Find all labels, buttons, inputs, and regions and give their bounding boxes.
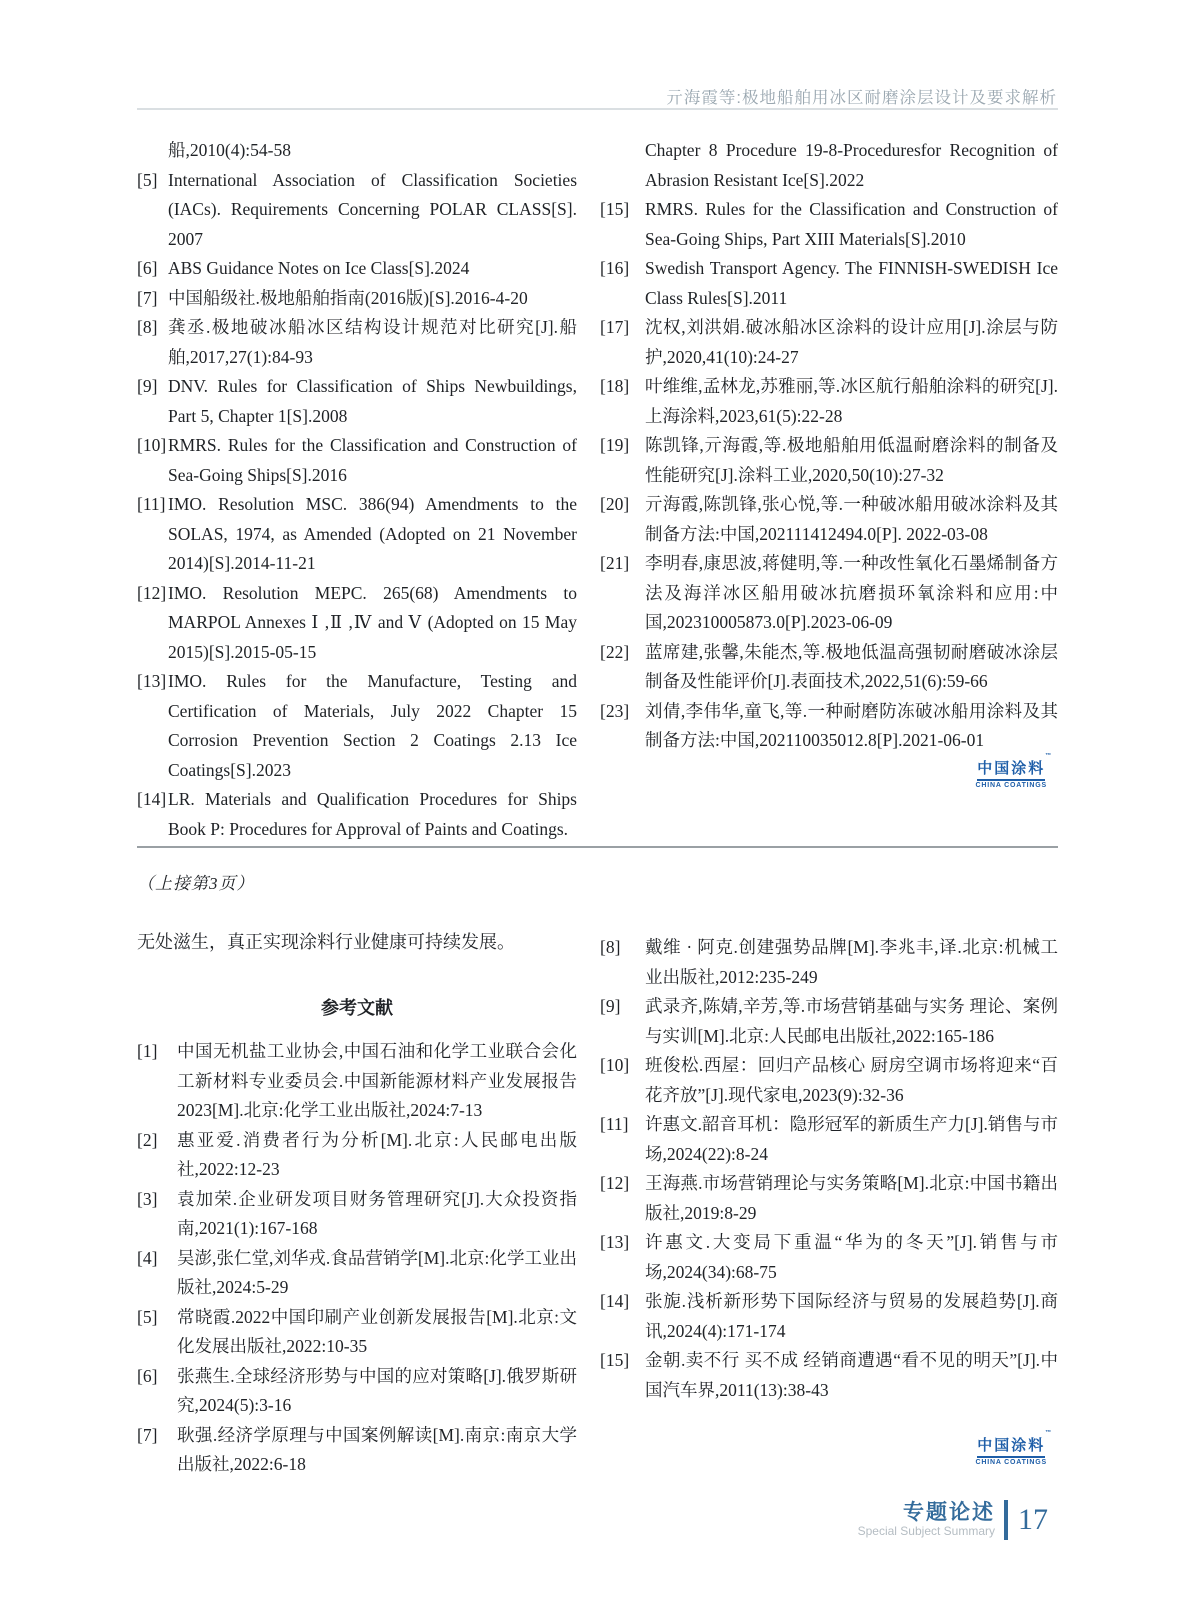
reference-text: LR. Materials and Qualification Procedures for Ships Book P: Procedures for Approval of Paints and Coatings. <box>168 789 577 839</box>
reference-item <box>137 579 577 668</box>
running-head: 亓海霞等:极地船舶用冰区耐磨涂层设计及要求解析 <box>666 89 1057 107</box>
article-column-bottom-left <box>137 928 577 1480</box>
reference-text: 班俊松.西屋：回归产品核心 厨房空调市场将迎来“百花齐放”[J].现代家电,2023(9):32-36 <box>645 1055 1058 1105</box>
reference-number: [13] <box>600 1232 630 1252</box>
reference-text: ABS Guidance Notes on Ice Class[S].2024 <box>168 258 470 278</box>
reference-item <box>600 1346 1058 1405</box>
reference-number: [11] <box>600 1114 629 1134</box>
reference-text: 戴维 · 阿克.创建强势品牌[M].李兆丰,译.北京:机械工业出版社,2012:235-249 <box>645 937 1058 987</box>
reference-number: [6] <box>137 1365 158 1386</box>
reference-text: 常晓霞.2022中国印刷产业创新发展报告[M].北京:文化发展出版社,2022:10-35 <box>177 1306 577 1356</box>
footer-section-labels <box>858 1502 995 1538</box>
references-heading: 参考文献 <box>321 997 393 1018</box>
footer-divider-bar <box>1004 1500 1008 1540</box>
reference-item <box>137 372 577 431</box>
reference-text: 张燕生.全球经济形势与中国的应对策略[J].俄罗斯研究,2024(5):3-16 <box>177 1365 577 1415</box>
reference-item <box>600 195 1058 254</box>
reference-number: [10] <box>137 435 167 455</box>
reference-text: Chapter 8 Procedure 19-8-Proceduresfor Recognition of Abrasion Resistant Ice[S].2022 <box>645 140 1058 190</box>
reference-item <box>137 431 577 490</box>
reference-text: 金朝.卖不行 买不成 经销商遭遇“看不见的明天”[J].中国汽车界,2011(13):38-43 <box>645 1350 1058 1400</box>
reference-number: [5] <box>137 1306 158 1327</box>
reference-item <box>600 1228 1058 1287</box>
reference-number: [12] <box>600 1173 630 1193</box>
trademark-mark: ™ <box>1045 753 1054 759</box>
reference-number: [21] <box>600 553 630 573</box>
reference-item <box>137 166 577 255</box>
reference-item <box>137 1421 577 1480</box>
reference-item <box>137 1362 577 1421</box>
reference-text: DNV. Rules for Classification of Ships Newbuildings, Part 5, Chapter 1[S].2008 <box>168 376 577 426</box>
reference-number: [22] <box>600 641 630 662</box>
reference-text: 陈凯锋,亓海霞,等.极地船舶用低温耐磨涂料的制备及性能研究[J].涂料工业,2020,50(10):27-32 <box>645 435 1058 485</box>
reference-number: [9] <box>600 996 621 1016</box>
reference-number: [17] <box>600 317 630 337</box>
reference-item <box>600 372 1058 431</box>
logo-chinese-text: 中国涂料 ™ <box>977 757 1045 781</box>
reference-item <box>137 254 577 284</box>
reference-number: [7] <box>137 287 158 308</box>
reference-item <box>600 254 1058 313</box>
reference-text: 李明春,康思波,蒋健明,等.一种改性氧化石墨烯制备方法及海洋冰区船用破冰抗磨损环氧涂料和应用:中国,202310005873.0[P].2023-06-09 <box>645 553 1058 632</box>
reference-text: 沈权,刘洪娟.破冰船冰区涂料的设计应用[J].涂层与防护,2020,41(10):24-27 <box>645 317 1058 367</box>
reference-number: [12] <box>137 582 167 603</box>
reference-number: [7] <box>137 1424 158 1445</box>
reference-text: IMO. Resolution MSC. 386(94) Amendments to the SOLAS, 1974, as Amended (Adopted on 21 November 2014)[S].2014-11-21 <box>168 494 577 573</box>
reference-item <box>600 313 1058 372</box>
article-closing-paragraph: 无处滋生，真正实现涂料行业健康可持续发展。 <box>137 932 515 952</box>
reference-item <box>137 667 577 785</box>
reference-text: International Association of Classification Societies (IACs). Requirements Concerning POLAR CLASS[S]. 2007 <box>168 169 577 249</box>
logo-english-text: CHINA COATINGS <box>975 1459 1047 1466</box>
page-number: 17 <box>1018 1503 1048 1536</box>
reference-text: 许惠文.大变局下重温“华为的冬天”[J].销售与市场,2024(34):68-75 <box>645 1232 1058 1282</box>
section-divider <box>137 846 1058 848</box>
reference-item <box>600 697 1058 756</box>
reference-number: [14] <box>600 1291 630 1311</box>
reference-number: [23] <box>600 700 630 721</box>
reference-number: [3] <box>137 1188 158 1209</box>
reference-number: [16] <box>600 258 630 278</box>
reference-item <box>600 638 1058 697</box>
reference-number: [9] <box>137 376 158 396</box>
reference-number: [6] <box>137 258 158 278</box>
reference-number: [8] <box>137 317 158 337</box>
reference-item <box>137 1303 577 1362</box>
reference-text: 王海燕.市场营销理论与实务策略[M].北京:中国书籍出版社,2019:8-29 <box>645 1173 1058 1223</box>
reference-text: 船,2010(4):54-58 <box>168 140 291 160</box>
reference-text: 张旎.浅析新形势下国际经济与贸易的发展趋势[J].商讯,2024(4):171-174 <box>645 1291 1058 1341</box>
reference-text: RMRS. Rules for the Classification and Construction of Sea-Going Ships[S].2016 <box>168 435 577 485</box>
reference-item <box>600 136 1058 195</box>
reference-item <box>600 1110 1058 1169</box>
reference-number: [2] <box>137 1129 158 1150</box>
reference-number: [4] <box>137 1247 158 1268</box>
china-coatings-logo <box>975 1430 1054 1466</box>
reference-number: [15] <box>600 199 630 219</box>
reference-item <box>137 1037 577 1126</box>
reference-item <box>600 431 1058 490</box>
references-list-bottom-left <box>137 1037 577 1480</box>
logo-english-text: CHINA COATINGS <box>975 782 1047 789</box>
reference-text: 叶维维,孟林龙,苏雅丽,等.冰区航行船舶涂料的研究[J].上海涂料,2023,61(5):22-28 <box>645 376 1058 426</box>
reference-number: [19] <box>600 435 630 455</box>
reference-text: 龚丞.极地破冰船冰区结构设计规范对比研究[J].船舶,2017,27(1):84-93 <box>168 317 577 367</box>
reference-number: [20] <box>600 494 630 514</box>
reference-text: RMRS. Rules for the Classification and Construction of Sea-Going Ships, Part XIII Materials[S].2010 <box>645 199 1058 249</box>
reference-number: [14] <box>137 789 167 809</box>
reference-item <box>137 490 577 579</box>
reference-item <box>137 313 577 372</box>
reference-item <box>137 1126 577 1185</box>
reference-item <box>600 490 1058 549</box>
reference-text: 武录齐,陈婧,辛芳,等.市场营销基础与实务 理论、案例与实训[M].北京:人民邮电出版社,2022:165-186 <box>645 996 1058 1046</box>
reference-text: 许惠文.韶音耳机：隐形冠军的新质生产力[J].销售与市场,2024(22):8-24 <box>645 1114 1058 1164</box>
reference-text: Swedish Transport Agency. The FINNISH-SWEDISH Ice Class Rules[S].2011 <box>645 258 1058 308</box>
references-column-bottom-right <box>600 933 1058 1405</box>
reference-text: 袁加荣.企业研发项目财务管理研究[J].大众投资指南,2021(1):167-168 <box>177 1188 577 1238</box>
reference-text: 中国无机盐工业协会,中国石油和化学工业联合会化工新材料专业委员会.中国新能源材料产业发展报告2023[M].北京:化学工业出版社,2024:7-13 <box>177 1041 577 1120</box>
page-footer <box>858 1500 1048 1540</box>
footer-section-title-en: Special Subject Summary <box>857 1524 995 1538</box>
reference-text: IMO. Resolution MEPC. 265(68) Amendments to MARPOL Annexes Ⅰ ,Ⅱ ,Ⅳ and Ⅴ (Adopted on 15 May 2015)[S].2015-05-15 <box>168 582 577 662</box>
reference-text: 中国船级社.极地船舶指南(2016版)[S].2016-4-20 <box>168 287 528 308</box>
logo-chinese-text: 中国涂料 ™ <box>977 1434 1045 1458</box>
continuation-note: （上接第3页） <box>137 874 255 893</box>
reference-number: [11] <box>137 494 166 514</box>
reference-text: 蓝席建,张馨,朱能杰,等.极地低温高强韧耐磨破冰涂层制备及性能评价[J].表面技术,2022,51(6):59-66 <box>645 641 1058 691</box>
references-column-top-right <box>600 136 1058 756</box>
reference-item <box>600 933 1058 992</box>
reference-item <box>600 549 1058 638</box>
reference-text: 耿强.经济学原理与中国案例解读[M].南京:南京大学出版社,2022:6-18 <box>177 1424 577 1474</box>
reference-text: 惠亚爱.消费者行为分析[M].北京:人民邮电出版社,2022:12-23 <box>177 1129 577 1179</box>
reference-item <box>600 1169 1058 1228</box>
reference-number: [13] <box>137 671 167 691</box>
reference-item <box>137 1185 577 1244</box>
trademark-mark: ™ <box>1045 1430 1054 1436</box>
reference-text: 亓海霞,陈凯锋,张心悦,等.一种破冰船用破冰涂料及其制备方法:中国,202111412494.0[P]. 2022-03-08 <box>645 494 1058 544</box>
reference-item <box>137 1244 577 1303</box>
reference-number: [5] <box>137 169 158 190</box>
footer-section-title-cn: 专题论述 <box>903 1501 995 1524</box>
reference-number: [15] <box>600 1350 630 1370</box>
reference-item <box>600 1287 1058 1346</box>
reference-number: [8] <box>600 937 621 957</box>
reference-number: [18] <box>600 376 630 396</box>
header-rule <box>137 108 1058 110</box>
reference-item <box>137 785 577 844</box>
reference-text: IMO. Rules for the Manufacture, Testing and Certification of Materials, July 2022 Chapter 15 Corrosion Prevention Section 2 Coatings 2.13 Ice Coatings[S].2023 <box>168 671 577 780</box>
reference-number: [1] <box>137 1041 158 1061</box>
reference-item <box>137 284 577 314</box>
reference-item <box>137 136 577 166</box>
references-column-top-left <box>137 136 577 844</box>
reference-item <box>600 1051 1058 1110</box>
reference-text: 刘倩,李伟华,童飞,等.一种耐磨防冻破冰船用涂料及其制备方法:中国,202110035012.8[P].2021-06-01 <box>645 700 1058 750</box>
china-coatings-logo <box>975 753 1054 789</box>
reference-text: 吴澎,张仁堂,刘华戎.食品营销学[M].北京:化学工业出版社,2024:5-29 <box>177 1247 577 1297</box>
reference-item <box>600 992 1058 1051</box>
reference-number: [10] <box>600 1055 630 1075</box>
